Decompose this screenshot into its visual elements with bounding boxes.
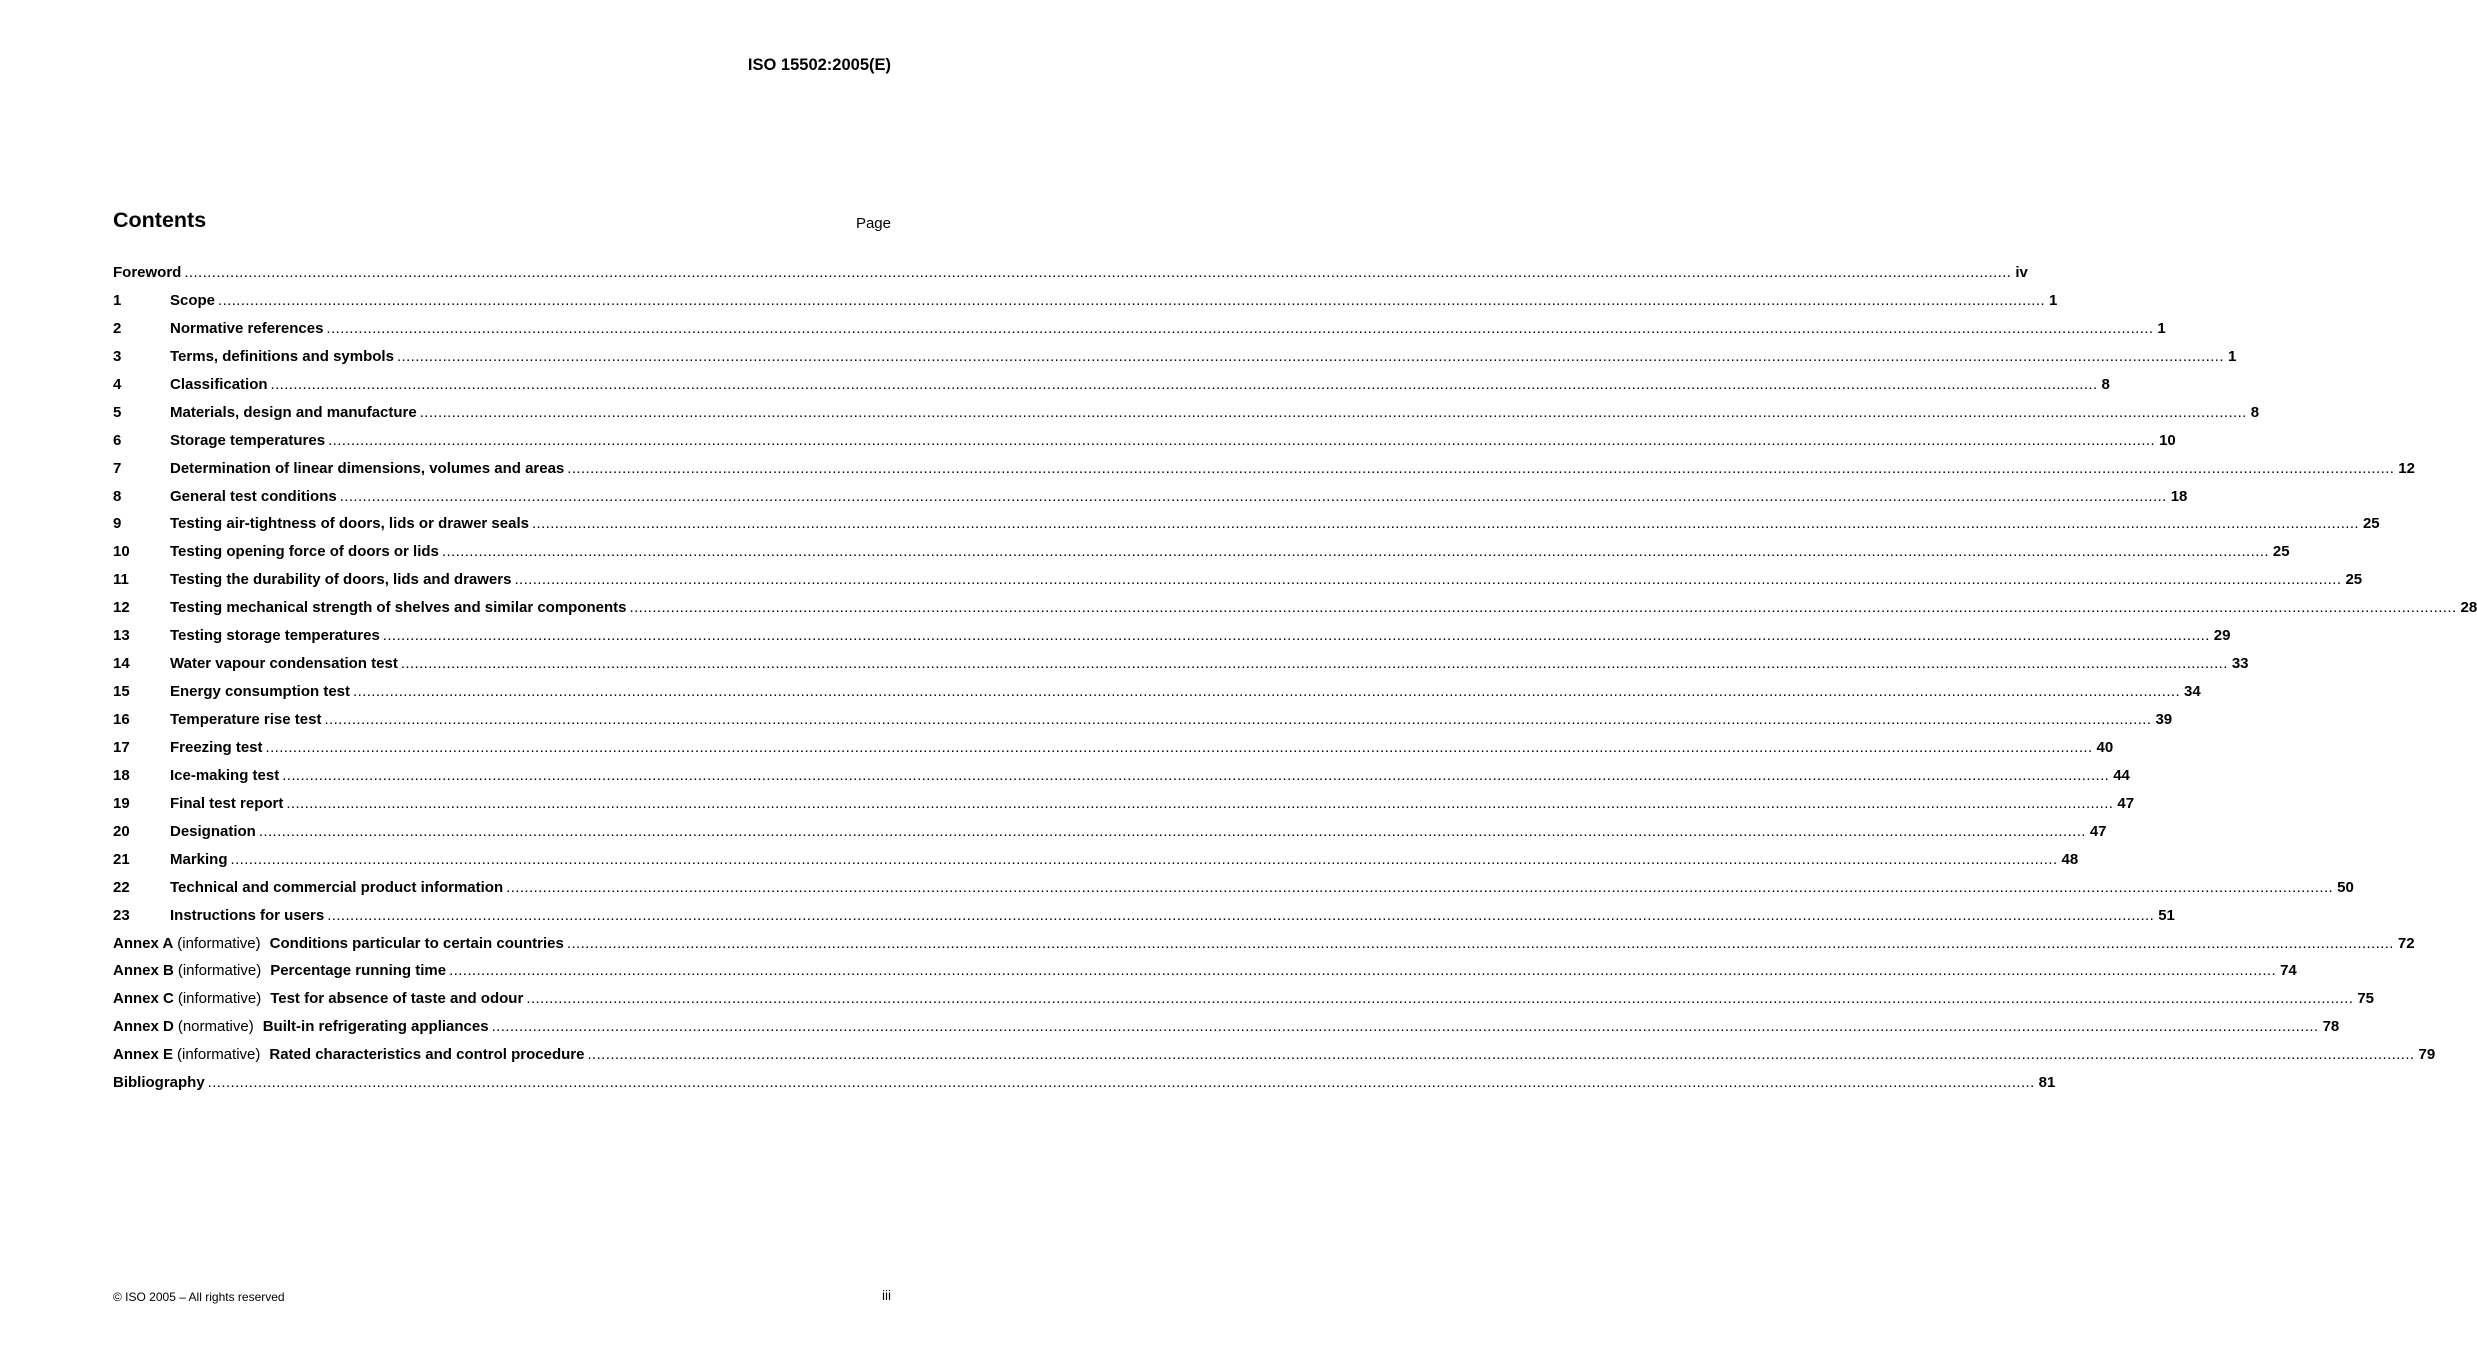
toc-entry-title: Bibliography — [113, 1074, 205, 1092]
toc-entry-title: Ice-making test — [170, 766, 280, 784]
toc-entry-number: 23 — [113, 906, 130, 924]
toc-entry-number: 18 — [113, 766, 130, 784]
toc-dot-leader: ................................................................................................................................................................................................................................................................................................................................................................................................................ — [491, 1018, 2319, 1036]
toc-entry[interactable] — [113, 347, 2237, 376]
toc-entry-title: Conditions particular to certain countries — [269, 934, 564, 952]
toc-entry-number: 21 — [113, 850, 130, 868]
toc-entry[interactable] — [113, 264, 2028, 292]
toc-bibliography-entry[interactable] — [113, 1074, 2056, 1102]
toc-entry-number: 20 — [113, 822, 130, 840]
toc-entry-title: Temperature rise test — [170, 711, 322, 728]
toc-entry-number: 12 — [113, 599, 130, 617]
toc-entry-title: Classification — [170, 375, 268, 393]
toc-entry[interactable] — [113, 794, 2135, 823]
toc-dot-leader: ................................................................................................................................................................................................................................................................................................................................................................................................................ — [419, 403, 2247, 421]
toc-annex-note: (informative) — [177, 1046, 261, 1064]
toc-entry-page: 8 — [2101, 375, 2110, 393]
footer-page-number: iii — [882, 1288, 891, 1303]
toc-entry[interactable] — [113, 878, 2354, 907]
toc-entry[interactable] — [113, 291, 2058, 320]
toc-annex-entry[interactable] — [113, 962, 2297, 990]
toc-dot-leader: ................................................................................................................................................................................................................................................................................................................................................................................................................ — [400, 655, 2228, 673]
toc-entry-number: 9 — [113, 515, 122, 533]
toc-entry-page: 8 — [2250, 403, 2260, 421]
toc-entry[interactable] — [113, 319, 2166, 348]
toc-entry-page: 40 — [2096, 738, 2114, 756]
toc-entry-title: Materials, design and manufacture — [170, 403, 417, 421]
toc-dot-leader: ................................................................................................................................................................................................................................................................................................................................................................................................................ — [328, 431, 2156, 449]
toc-annex-note: (normative) — [177, 1018, 254, 1036]
toc-dot-leader: ................................................................................................................................................................................................................................................................................................................................................................................................................ — [324, 711, 2152, 728]
toc-entry[interactable] — [113, 375, 2110, 404]
toc-entry-title: Foreword — [113, 264, 182, 281]
toc-annex-id: Annex C — [113, 990, 174, 1008]
toc-entry-page: 47 — [2117, 794, 2135, 812]
toc-annex-id: Annex D — [113, 1018, 174, 1036]
contents-header — [113, 208, 891, 238]
toc-entry-number: 6 — [113, 431, 122, 449]
toc-entry-page: 48 — [2061, 850, 2079, 868]
document-id: ISO 15502:2005(E) — [747, 56, 891, 74]
toc-entry-page: 34 — [2184, 683, 2201, 701]
toc-dot-leader: ................................................................................................................................................................................................................................................................................................................................................................................................................ — [326, 319, 2154, 337]
toc-entry[interactable] — [113, 683, 2201, 711]
toc-dot-leader: ................................................................................................................................................................................................................................................................................................................................................................................................................ — [531, 515, 2359, 533]
toc-dot-leader: ................................................................................................................................................................................................................................................................................................................................................................................................................ — [441, 543, 2269, 561]
toc-dot-leader: ................................................................................................................................................................................................................................................................................................................................................................................................................ — [449, 962, 2277, 980]
toc-entry-title: Testing opening force of doors or lids — [170, 543, 439, 561]
toc-entry-page: 81 — [2038, 1074, 2056, 1092]
toc-annex-id: Annex A — [113, 934, 174, 952]
toc-entry-page: 51 — [2158, 906, 2175, 924]
toc-entry-number: 11 — [113, 571, 129, 589]
toc-entry[interactable] — [113, 766, 2130, 795]
toc-dot-leader: ................................................................................................................................................................................................................................................................................................................................................................................................................ — [327, 906, 2155, 924]
toc-entry-page: 28 — [2460, 599, 2477, 617]
toc-entry[interactable] — [113, 599, 2477, 627]
toc-entry-title: Freezing test — [170, 738, 263, 756]
toc-entry-page: 1 — [2049, 291, 2058, 309]
toc-entry-page: 79 — [2418, 1046, 2436, 1064]
toc-entry-page: 18 — [2170, 487, 2188, 505]
toc-annex-entry[interactable] — [113, 1046, 2436, 1074]
toc-dot-leader: ................................................................................................................................................................................................................................................................................................................................................................................................................ — [567, 459, 2395, 477]
toc-annex-note: (informative) — [177, 990, 262, 1008]
toc-entry-number: 13 — [113, 627, 130, 645]
table-of-contents — [113, 264, 2477, 1102]
toc-dot-leader: ................................................................................................................................................................................................................................................................................................................................................................................................................ — [382, 627, 2210, 645]
toc-dot-leader: ................................................................................................................................................................................................................................................................................................................................................................................................................ — [566, 934, 2394, 952]
toc-entry-page: 25 — [2362, 515, 2380, 533]
toc-dot-leader: ................................................................................................................................................................................................................................................................................................................................................................................................................ — [506, 878, 2334, 896]
toc-entry-number: 7 — [113, 459, 122, 477]
toc-entry-page: 72 — [2397, 934, 2415, 952]
toc-entry-page: 44 — [2113, 766, 2130, 784]
toc-entry-page: 10 — [2159, 431, 2176, 449]
toc-entry-title: General test conditions — [170, 487, 337, 505]
toc-entry-title: Scope — [170, 291, 216, 309]
toc-entry[interactable] — [113, 459, 2415, 488]
toc-entry-number: 1 — [113, 291, 122, 309]
toc-entry-page: 12 — [2398, 459, 2415, 477]
toc-entry[interactable] — [113, 515, 2380, 543]
toc-entry-page: 47 — [2089, 822, 2107, 840]
toc-entry-page: iv — [2015, 264, 2028, 281]
toc-dot-leader: ................................................................................................................................................................................................................................................................................................................................................................................................................ — [207, 1074, 2035, 1092]
toc-entry-title: Normative references — [170, 319, 324, 337]
toc-entry-page: 1 — [2157, 319, 2166, 337]
toc-entry-title: Terms, definitions and symbols — [170, 347, 394, 365]
toc-dot-leader: ................................................................................................................................................................................................................................................................................................................................................................................................................ — [587, 1046, 2415, 1064]
toc-entry-title: Testing storage temperatures — [170, 627, 380, 645]
toc-annex-id: Annex E — [113, 1046, 174, 1064]
toc-annex-id: Annex B — [113, 962, 174, 980]
toc-entry-page: 78 — [2322, 1018, 2340, 1036]
toc-entry[interactable] — [113, 403, 2260, 432]
toc-entry-title: Test for absence of taste and odour — [270, 990, 524, 1008]
toc-entry-number: 16 — [113, 711, 130, 728]
toc-entry-page: 1 — [2227, 347, 2237, 365]
toc-entry[interactable] — [113, 431, 2176, 460]
toc-entry-title: Marking — [170, 850, 228, 868]
toc-entry-title: Testing the durability of doors, lids and drawers — [170, 571, 512, 589]
toc-entry-number: 22 — [113, 878, 130, 896]
toc-entry[interactable] — [113, 711, 2173, 739]
toc-dot-leader: ................................................................................................................................................................................................................................................................................................................................................................................................................ — [270, 375, 2098, 393]
toc-entry-page: 75 — [2357, 990, 2374, 1008]
toc-entry-number: 19 — [113, 794, 130, 812]
toc-entry-number: 8 — [113, 487, 122, 505]
toc-dot-leader: ................................................................................................................................................................................................................................................................................................................................................................................................................ — [218, 291, 2046, 309]
toc-entry-number: 10 — [113, 543, 130, 561]
toc-entry-number: 2 — [113, 319, 122, 337]
toc-entry-title: Rated characteristics and control procedure — [269, 1046, 585, 1064]
toc-dot-leader: ................................................................................................................................................................................................................................................................................................................................................................................................................ — [353, 683, 2181, 701]
toc-entry-number: 4 — [113, 375, 122, 393]
toc-annex-note: (informative) — [177, 934, 261, 952]
toc-dot-leader: ................................................................................................................................................................................................................................................................................................................................................................................................................ — [629, 599, 2457, 617]
toc-entry-title: Testing air-tightness of doors, lids or drawer seals — [170, 515, 529, 533]
toc-annex-entry[interactable] — [113, 934, 2415, 963]
toc-entry-title: Final test report — [170, 794, 284, 812]
toc-entry[interactable] — [113, 627, 2231, 655]
toc-entry-title: Storage temperatures — [170, 431, 326, 449]
contents-title: Contents — [113, 208, 207, 232]
toc-entry-title: Determination of linear dimensions, volumes and areas — [170, 459, 565, 477]
toc-annex-note: (informative) — [177, 962, 262, 980]
toc-annex-entry[interactable] — [113, 1018, 2340, 1046]
toc-dot-leader: ................................................................................................................................................................................................................................................................................................................................................................................................................ — [184, 264, 2012, 281]
toc-dot-leader: ................................................................................................................................................................................................................................................................................................................................................................................................................ — [265, 738, 2093, 756]
page-column-label: Page — [855, 215, 891, 232]
toc-entry-title: Water vapour condensation test — [170, 655, 398, 673]
toc-entry-title: Testing mechanical strength of shelves and similar components — [170, 599, 627, 617]
toc-entry[interactable] — [113, 738, 2114, 767]
toc-entry-title: Technical and commercial product information — [170, 878, 504, 896]
toc-entry[interactable] — [113, 487, 2188, 516]
toc-entry-title: Energy consumption test — [170, 683, 351, 701]
toc-entry-page: 25 — [2272, 543, 2290, 561]
toc-dot-leader: ................................................................................................................................................................................................................................................................................................................................................................................................................ — [282, 766, 2110, 784]
toc-entry-page: 50 — [2337, 878, 2354, 896]
toc-dot-leader: ................................................................................................................................................................................................................................................................................................................................................................................................................ — [230, 850, 2058, 868]
toc-entry-number: 14 — [113, 655, 130, 673]
toc-entry-title: Percentage running time — [270, 962, 447, 980]
toc-dot-leader: ................................................................................................................................................................................................................................................................................................................................................................................................................ — [526, 990, 2354, 1008]
toc-entry[interactable] — [113, 655, 2249, 683]
toc-entry-page: 39 — [2155, 711, 2173, 728]
toc-entry[interactable] — [113, 850, 2079, 879]
toc-dot-leader: ................................................................................................................................................................................................................................................................................................................................................................................................................ — [339, 487, 2167, 505]
toc-entry[interactable] — [113, 822, 2107, 851]
toc-entry-page: 29 — [2213, 627, 2231, 645]
toc-entry[interactable] — [113, 906, 2175, 935]
toc-annex-entry[interactable] — [113, 990, 2374, 1018]
toc-entry-number: 15 — [113, 683, 130, 701]
toc-entry-page: 33 — [2231, 655, 2249, 673]
toc-entry-number: 3 — [113, 347, 122, 365]
toc-entry-title: Instructions for users — [170, 906, 325, 924]
toc-dot-leader: ................................................................................................................................................................................................................................................................................................................................................................................................................ — [286, 794, 2114, 812]
toc-dot-leader: ................................................................................................................................................................................................................................................................................................................................................................................................................ — [258, 822, 2086, 840]
toc-dot-leader: ................................................................................................................................................................................................................................................................................................................................................................................................................ — [396, 347, 2224, 365]
toc-dot-leader: ................................................................................................................................................................................................................................................................................................................................................................................................................ — [514, 571, 2342, 589]
toc-entry-title: Designation — [170, 822, 256, 840]
footer-copyright: © ISO 2005 – All rights reserved — [113, 1290, 285, 1304]
toc-entry-page: 25 — [2345, 571, 2363, 589]
toc-entry-page: 74 — [2280, 962, 2297, 980]
toc-entry-number: 17 — [113, 738, 130, 756]
toc-entry[interactable] — [113, 543, 2290, 571]
toc-entry[interactable] — [113, 571, 2363, 599]
toc-entry-number: 5 — [113, 403, 122, 421]
toc-entry-title: Built-in refrigerating appliances — [262, 1018, 489, 1036]
